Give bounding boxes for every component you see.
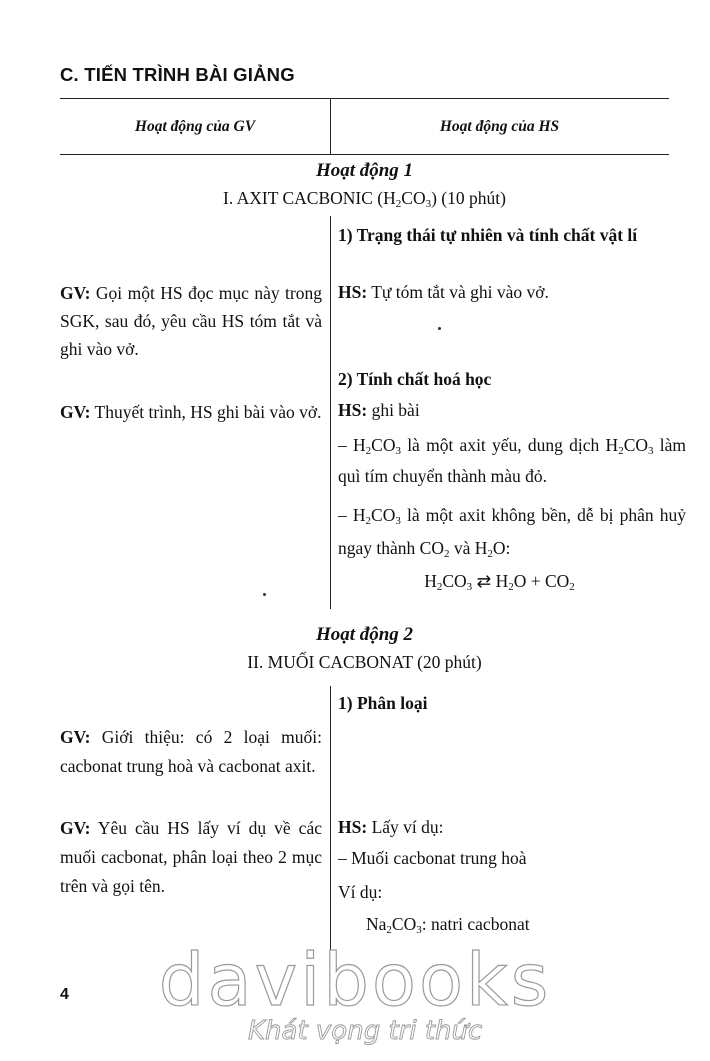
- activity-1-title: Hoạt động 1: [315, 160, 414, 181]
- hs-heading-classification: 1) Phân loại: [338, 693, 428, 713]
- print-speck: [263, 593, 266, 596]
- equation: $H_2CO_3$ ⇄ $H_2O + CO_2$: [424, 571, 575, 593]
- hs-step-2: HS: ghi bài: [338, 400, 420, 420]
- activity-2-title: Hoạt động 2: [315, 624, 414, 645]
- gv-intro-types: GV: Giới thiệu: có 2 loại muối: cacbonat trung hoà và cacbonat axit.: [60, 727, 322, 776]
- watermark-logo: davibooks: [158, 938, 552, 1022]
- hs-heading-natural-state: 1) Trạng thái tự nhiên và tính chất vật lí: [338, 225, 638, 245]
- activity-2-subtitle: II. MUỐI CACBONAT (20 phút): [247, 652, 482, 672]
- header-gv: Hoạt động của GV: [134, 118, 256, 135]
- equilibrium-arrow-icon: ⇄: [476, 572, 492, 592]
- print-speck: [438, 327, 441, 330]
- gv-examples-request: GV: Yêu cầu HS lấy ví dụ về các muối cacbonat, phân loại theo 2 mục trên và gọi tên.: [60, 818, 322, 896]
- hs-acid-unstable: – $H_2CO_3$ là một axit không bền, dễ bị phân huỷ ngay thành $CO_2$ và $H_2O$:: [338, 505, 686, 560]
- gv-step-1: GV: Gọi một HS đọc mục này trong SGK, sau đó, yêu cầu HS tóm tắt và ghi vào vở.: [60, 283, 322, 359]
- gv-step-2: GV: Thuyết trình, HS ghi bài vào vở.: [60, 402, 322, 422]
- hs-examples: HS: Lấy ví dụ:: [338, 817, 444, 837]
- watermark-slogan: Khát vọng tri thức: [248, 1016, 483, 1046]
- hs-heading-chemical: 2) Tính chất hoá học: [338, 369, 492, 389]
- section-title: C. TIẾN TRÌNH BÀI GIẢNG: [60, 64, 295, 85]
- column-divider-1: [330, 216, 331, 609]
- page-number: 4: [60, 986, 69, 1003]
- hs-step-1: HS: Tự tóm tắt và ghi vào vở.: [338, 282, 549, 302]
- header-hs: Hoạt động của HS: [439, 118, 560, 135]
- column-divider-2: [330, 686, 331, 970]
- table-header-border: [60, 154, 669, 155]
- table-top-border: [60, 98, 669, 99]
- hs-neutral-carbonate: – Muối cacbonat trung hoà: [338, 848, 527, 868]
- hs-sodium-carbonate: $Na_2CO_3$: natri cacbonat: [366, 914, 530, 936]
- activity-1-subtitle: I. AXIT CACBONIC $(H_2CO_3)$ (10 phút): [223, 188, 506, 210]
- hs-acid-weak: – $H_2CO_3$ là một axit yếu, dung dịch $H_2CO_3$ làm quì tím chuyển thành màu đỏ.: [338, 435, 686, 486]
- hs-example-label: Ví dụ:: [338, 882, 383, 902]
